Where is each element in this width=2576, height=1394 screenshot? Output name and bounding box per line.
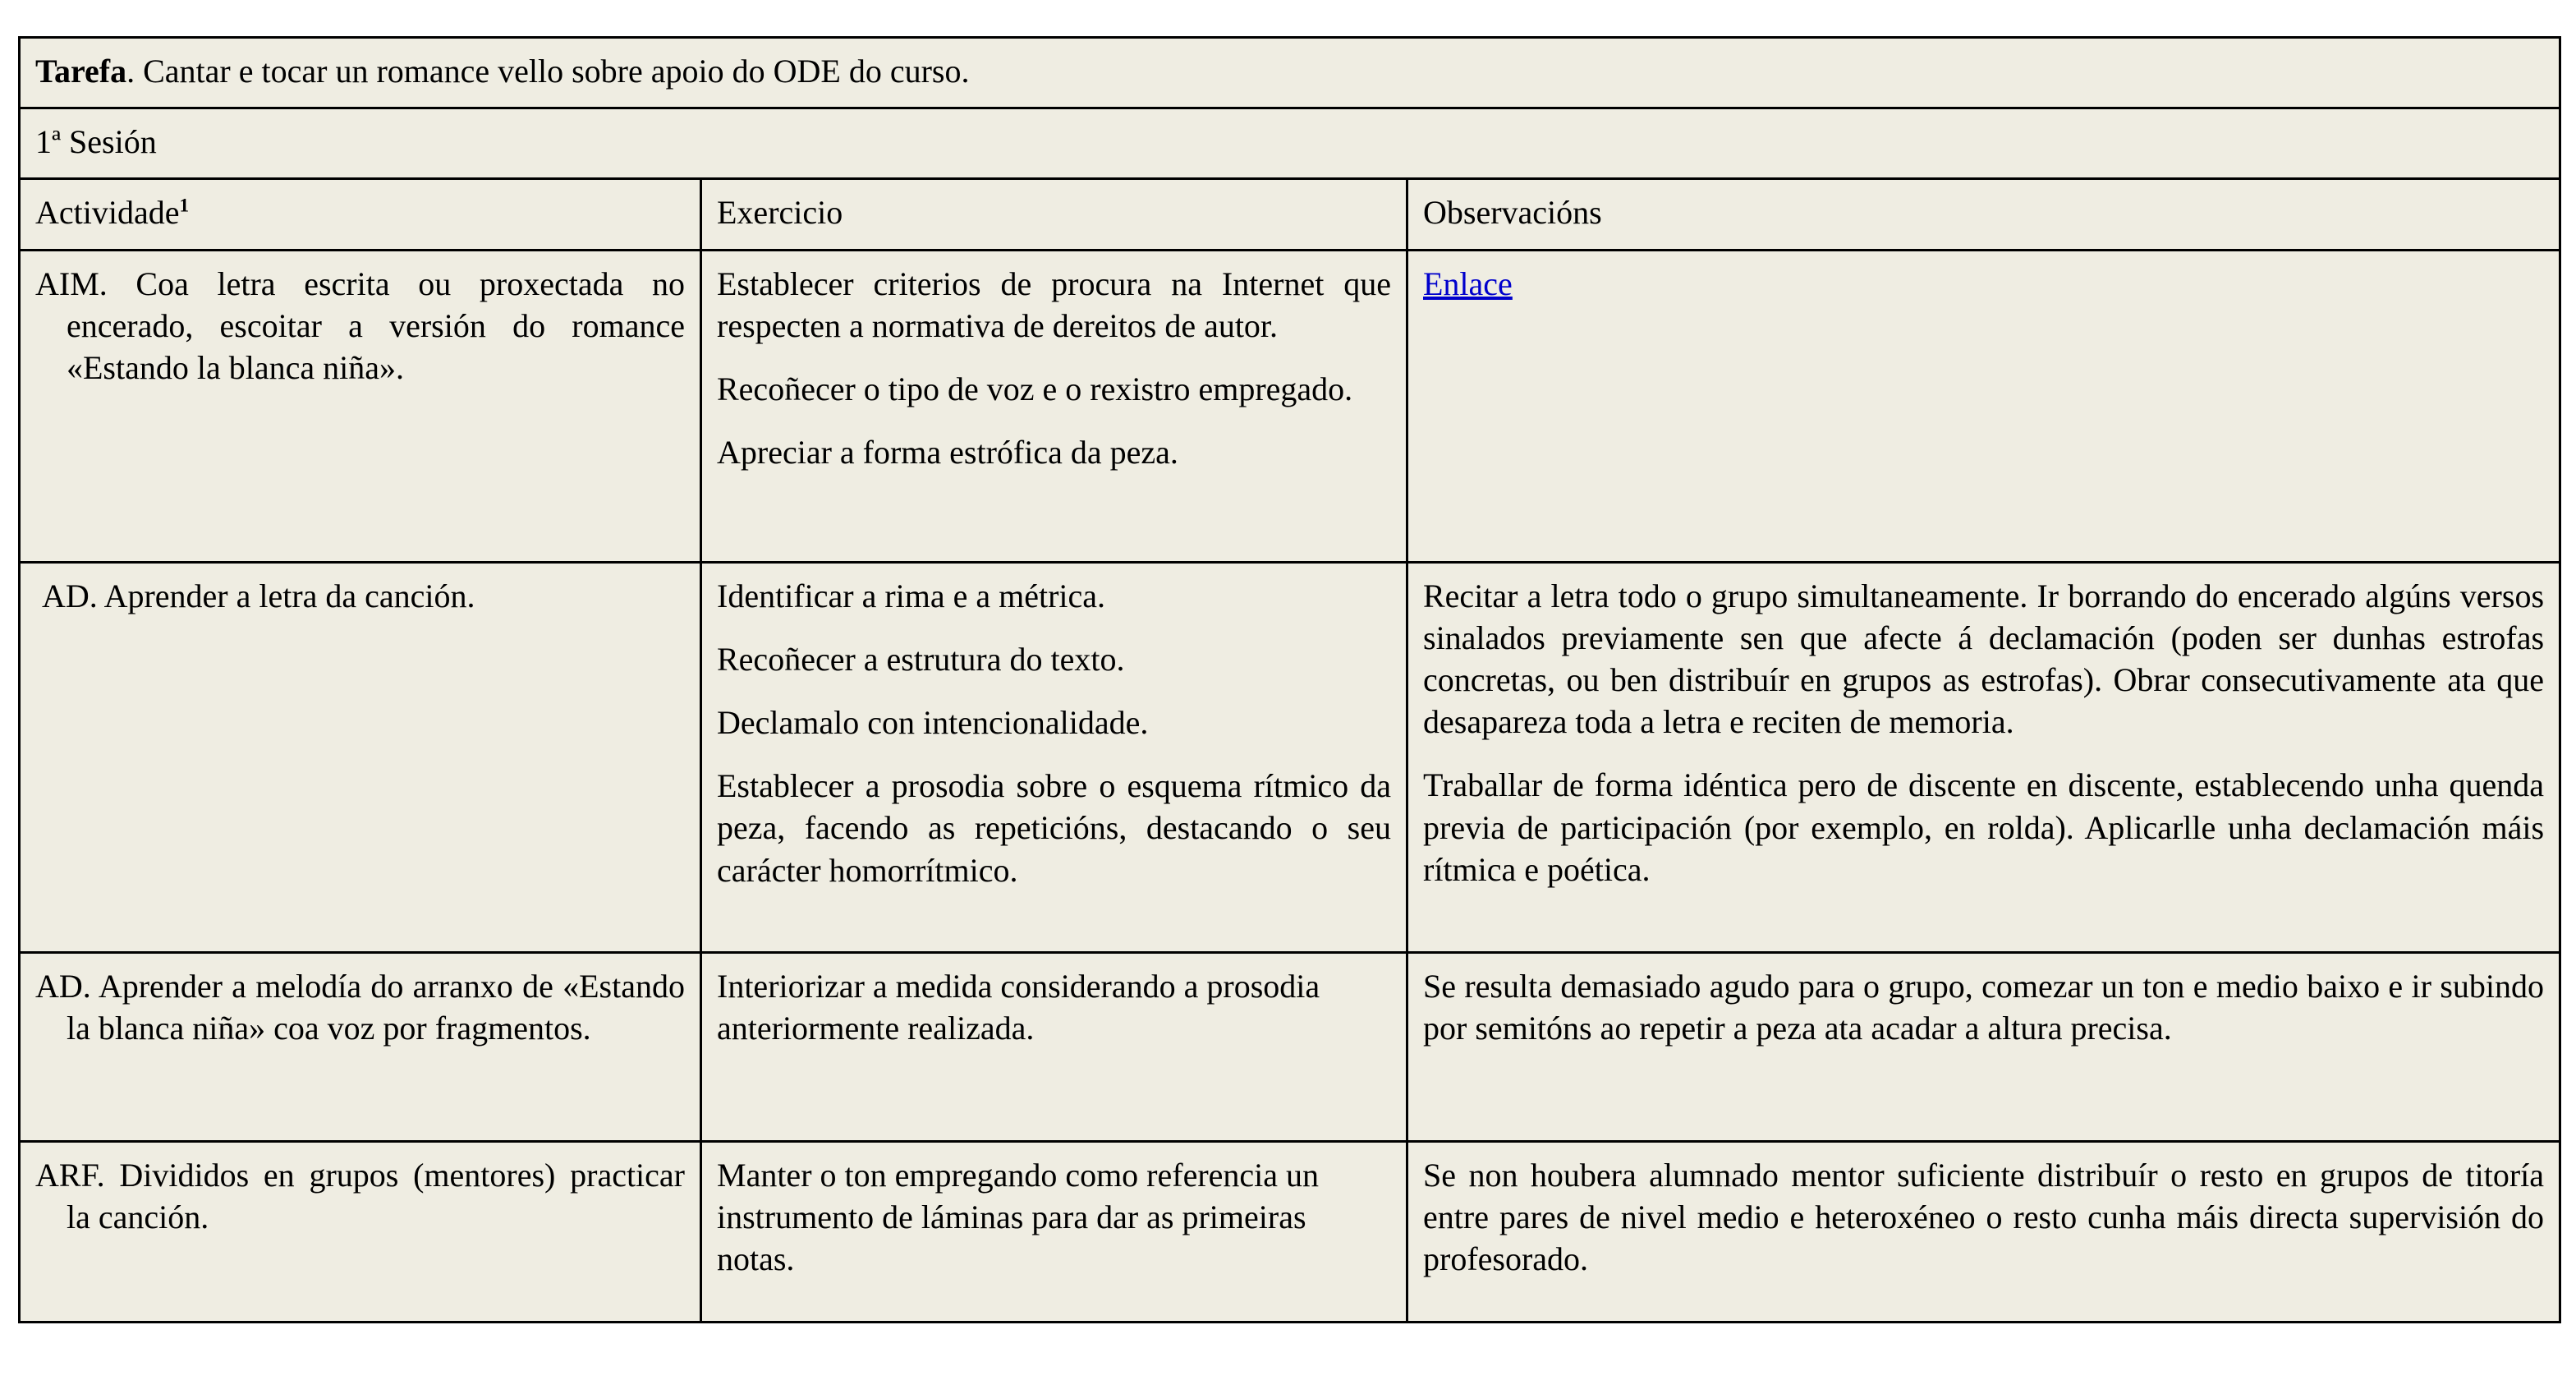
task-text: . Cantar e tocar un romance vello sobre apoio do ODE do curso. — [126, 53, 970, 90]
header-observations: Observacións — [1407, 179, 2560, 250]
table-row — [20, 952, 2560, 1141]
column-header-row — [20, 179, 2560, 250]
session-label: 1ª Sesión — [20, 108, 2560, 179]
header-activity-footnote-marker: 1 — [179, 196, 190, 218]
row2-exercise-item: Declamalo con intencionalidade. — [717, 703, 1149, 741]
session-row — [20, 108, 2560, 179]
row4-activity-text: ARF. Divididos en grupos (mentores) practicar la canción. — [35, 1156, 685, 1235]
row1-observations-cell — [1407, 250, 2560, 562]
row1-exercise-item: Recoñecer o tipo de voz e o rexistro empregado. — [717, 370, 1353, 407]
task-cell — [20, 38, 2560, 108]
header-activity-label: Actividade — [35, 194, 180, 232]
row4-activity-cell — [20, 1141, 701, 1322]
table-row — [20, 562, 2560, 952]
row3-exercise-cell — [701, 952, 1407, 1141]
row2-activity-text: AD. Aprender a letra da canción. — [42, 577, 475, 614]
lesson-plan-table — [18, 36, 2561, 1323]
row1-activity-text: AIM. Coa letra escrita ou proxectada no encerado, escoitar a versión do romance «Estando la blanca niña». — [35, 265, 685, 386]
row1-activity-cell — [20, 250, 701, 562]
row2-exercise-cell — [701, 562, 1407, 952]
row4-exercise-cell — [701, 1141, 1407, 1322]
row2-exercise-item: Identificar a rima e a métrica. — [717, 577, 1106, 614]
row2-observations-item: Recitar a letra todo o grupo simultaneamente. Ir borrando do encerado algúns versos sinalados previamente sen que afecte á declamación (poden ser dunhas estrofas concretas, ou ben distribuír en grupos as estrofas). Obrar consecutivamente ata que desapareza toda a letra e reciten de memoria. — [1423, 577, 2545, 741]
row3-observations-item: Se resulta demasiado agudo para o grupo, comezar un ton e medio baixo e ir subindo por semitóns ao repetir a peza ata acadar a altura precisa. — [1423, 967, 2545, 1047]
header-activity — [20, 179, 701, 250]
task-label: Tarefa — [35, 53, 127, 90]
row2-exercise-item: Recoñecer a estrutura do texto. — [717, 640, 1125, 678]
row2-exercise-item: Establecer a prosodia sobre o esquema rítmico da peza, facendo as repeticións, destacando o seu carácter homorrítmico. — [717, 767, 1391, 889]
header-exercise: Exercicio — [701, 179, 1407, 250]
row3-exercise-item: Interiorizar a medida considerando a prosodia anteriormente realizada. — [717, 967, 1320, 1047]
table-row — [20, 1141, 2560, 1322]
row3-activity-text: AD. Aprender a melodía do arranxo de «Estando la blanca niña» coa voz por fragmentos. — [35, 967, 685, 1047]
table-row — [20, 250, 2560, 562]
row4-observations-item: Se non houbera alumnado mentor suficiente distribuír o resto en grupos de titoría entre pares de nivel medio e heteroxéneo o resto cunha máis directa supervisión do profesorado. — [1423, 1156, 2545, 1277]
row3-activity-cell — [20, 952, 701, 1141]
row4-exercise-item: Manter o ton empregando como referencia un instrumento de láminas para dar as primeiras notas. — [717, 1156, 1320, 1277]
row2-observations-cell — [1407, 562, 2560, 952]
row1-exercise-item: Establecer criterios de procura na Internet que respecten a normativa de dereitos de autor. — [717, 265, 1391, 344]
task-row — [20, 38, 2560, 108]
row4-observations-cell — [1407, 1141, 2560, 1322]
row1-exercise-cell — [701, 250, 1407, 562]
row2-activity-cell — [20, 562, 701, 952]
row3-observations-cell — [1407, 952, 2560, 1141]
row1-observations-link-wrap — [1423, 263, 2544, 305]
row1-exercise-item: Apreciar a forma estrófica da peza. — [717, 434, 1178, 472]
enlace-link[interactable]: Enlace — [1423, 265, 1513, 302]
row2-observations-item: Traballar de forma idéntica pero de discente en discente, establecendo unha quenda previa de participación (por exemplo, en rolda). Aplicarlle unha declamación máis rítmica e poética. — [1423, 766, 2545, 888]
